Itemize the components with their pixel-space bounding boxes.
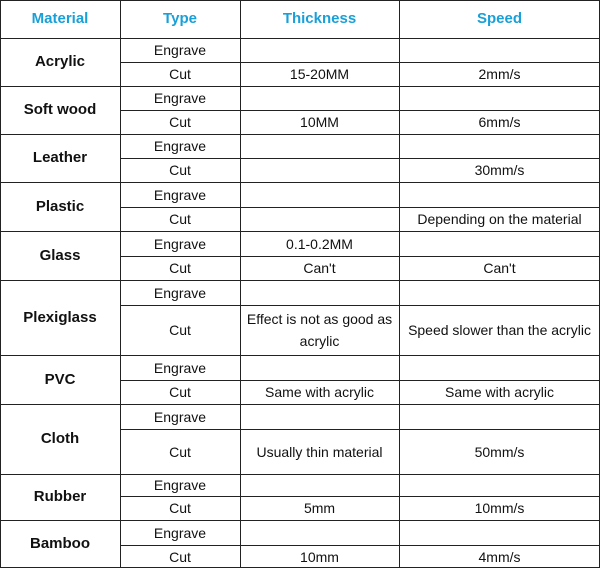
thickness-cell xyxy=(240,207,399,231)
thickness-cell xyxy=(240,280,399,305)
thickness-cell: Can't xyxy=(303,260,336,276)
thickness-cell xyxy=(240,355,399,380)
thickness-cell xyxy=(240,38,399,62)
grid-line xyxy=(0,231,600,232)
thickness-cell: Effect is not as good as acrylic xyxy=(246,311,393,349)
grid-line xyxy=(240,0,241,568)
speed-cell xyxy=(399,182,600,207)
grid-line xyxy=(399,0,400,568)
speed-cell xyxy=(399,355,600,380)
speed-cell: 6mm/s xyxy=(478,114,521,130)
speed-cell xyxy=(399,520,600,545)
material-cell: Acrylic xyxy=(34,53,86,70)
speed-cell: 30mm/s xyxy=(474,162,525,178)
type-cell: Cut xyxy=(169,66,191,82)
speed-cell xyxy=(399,134,600,158)
thickness-cell: Same with acrylic xyxy=(265,384,374,400)
material-cell: Glass xyxy=(39,246,81,264)
thickness-cell xyxy=(240,158,399,182)
type-cell: Cut xyxy=(169,260,191,276)
grid-line xyxy=(120,62,600,63)
grid-line xyxy=(120,305,600,306)
grid-line xyxy=(0,38,600,39)
material-cell: Plastic xyxy=(35,197,85,215)
type-cell: Cut xyxy=(169,162,191,178)
thickness-cell: Usually thin material xyxy=(256,443,383,460)
grid-line xyxy=(120,0,121,568)
grid-line xyxy=(120,158,600,159)
type-cell: Engrave xyxy=(153,138,207,154)
thickness-cell: 10mm xyxy=(300,548,339,565)
speed-cell: 2mm/s xyxy=(478,66,521,82)
grid-line xyxy=(0,280,600,281)
thickness-cell: 10MM xyxy=(300,114,339,130)
material-cell: PVC xyxy=(44,370,76,388)
speed-cell: Can't xyxy=(483,260,516,276)
type-cell: Engrave xyxy=(153,524,207,541)
header-type: Type xyxy=(163,10,197,27)
grid-line xyxy=(120,380,600,381)
thickness-cell: 0.1-0.2MM xyxy=(286,235,353,252)
grid-line xyxy=(120,256,600,257)
thickness-cell xyxy=(240,86,399,110)
grid-line xyxy=(0,134,600,135)
speed-cell xyxy=(399,404,600,429)
type-cell: Engrave xyxy=(153,186,207,203)
type-cell: Engrave xyxy=(153,42,207,58)
type-cell: Cut xyxy=(169,443,191,460)
grid-line xyxy=(0,520,600,521)
grid-line xyxy=(120,429,600,430)
thickness-cell xyxy=(240,404,399,429)
grid-line xyxy=(0,0,1,568)
material-cell: Plexiglass xyxy=(23,308,97,326)
grid-line xyxy=(0,0,600,1)
thickness-cell xyxy=(240,520,399,545)
material-cell: Cloth xyxy=(40,430,80,447)
grid-line xyxy=(0,474,600,475)
material-cell: Soft wood xyxy=(23,101,97,118)
type-cell: Engrave xyxy=(153,477,207,493)
speed-cell xyxy=(399,231,600,256)
type-cell: Engrave xyxy=(153,235,207,252)
grid-line xyxy=(0,86,600,87)
material-cell: Bamboo xyxy=(30,535,90,552)
speed-cell: 50mm/s xyxy=(474,443,525,460)
type-cell: Cut xyxy=(169,211,191,227)
speed-cell: Speed slower than the acrylic xyxy=(408,322,591,338)
thickness-cell: 5mm xyxy=(303,500,336,516)
grid-line xyxy=(0,355,600,356)
header-material: Material xyxy=(31,10,89,27)
thickness-cell xyxy=(240,474,399,496)
speed-cell xyxy=(399,86,600,110)
material-cell: Leather xyxy=(32,149,88,166)
type-cell: Engrave xyxy=(153,408,207,425)
type-cell: Engrave xyxy=(153,284,207,301)
type-cell: Engrave xyxy=(153,359,207,376)
speed-cell xyxy=(399,38,600,62)
header-speed: Speed xyxy=(476,10,522,27)
thickness-cell xyxy=(240,182,399,207)
speed-cell: 10mm/s xyxy=(474,500,525,516)
type-cell: Cut xyxy=(169,500,191,516)
speed-cell xyxy=(399,280,600,305)
grid-line xyxy=(120,545,600,546)
thickness-cell xyxy=(240,134,399,158)
thickness-cell: 15-20MM xyxy=(289,66,350,82)
grid-line xyxy=(120,207,600,208)
grid-line xyxy=(0,182,600,183)
type-cell: Cut xyxy=(169,548,191,565)
type-cell: Cut xyxy=(169,114,191,130)
grid-line xyxy=(0,404,600,405)
speed-cell: Depending on the material xyxy=(417,211,582,227)
material-cell: Rubber xyxy=(33,488,87,505)
speed-cell: 4mm/s xyxy=(478,548,521,565)
speed-cell xyxy=(399,474,600,496)
type-cell: Engrave xyxy=(153,90,207,106)
type-cell: Cut xyxy=(169,384,191,400)
type-cell: Cut xyxy=(169,322,191,338)
header-thickness: Thickness xyxy=(282,10,357,27)
speed-cell: Same with acrylic xyxy=(445,384,554,400)
grid-line xyxy=(120,110,600,111)
grid-line xyxy=(120,496,600,497)
